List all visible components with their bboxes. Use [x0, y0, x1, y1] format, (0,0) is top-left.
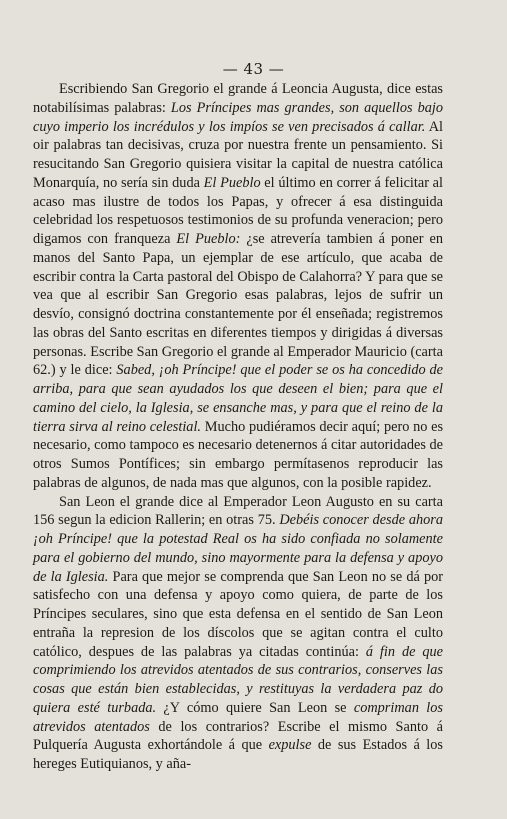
- italic-quote: Sabed, ¡oh Príncipe! que el poder se os ha concedido de arriba, para que sean ayudados los que deseen el bien; para que el camino del cielo, la Iglesia, se ensanche mas, y para que el reino de la tierra sirva al reino celestial.: [33, 362, 443, 435]
- text-segment: ¿se atrevería tambien á poner en manos del Santo Papa, un ejemplar de ese artículo, que acaba de escribir contra la Carta pastoral del Obispo de Calahorra? Y para que se vea que al escribir San Gregorio esas palabras, lejos de sufrir un desvío, consignó doctrina constantemente por él enseñada; registremos las obras del Santo escritas en diferentes tiempos y dirigidas á diversas personas. Escribe San Gregorio el grande al Emperador Mauricio (carta 62.) y le dice:: [33, 231, 443, 379]
- paragraph-2: [33, 493, 443, 774]
- text-segment: de sus Estados á los hereges Eutiquianos, y aña-: [33, 737, 443, 772]
- text-segment: de los contrarios? Escribe el mismo Santo á Pulquería Augusta exhortándole á que: [33, 718, 443, 754]
- text-segment: Escribiendo San Gregorio el grande á Leoncia Augusta, dice estas notabilísimas palabras:: [33, 81, 443, 116]
- italic-quote: Debéis conocer desde ahora ¡oh Príncipe! que la potestad Real os ha sido confiada no solamente para el gobierno del mundo, sino mayormente para la defensa y apoyo de la Iglesia.: [33, 512, 443, 585]
- text-segment: Para que mejor se comprenda que San Leon no se dá por satisfecho con una defensa y apoyo como quiera, de parte de los Príncipes seculares, sino que esta defensa en el sentido de San Leon entraña la represion de los díscolos que se agitan contra el culto católico, despues de las palabras ya citadas continúa:: [33, 568, 443, 660]
- body-text: [33, 80, 443, 774]
- text-segment: Mucho pudiéramos decir aquí; pero no es necesario, como tampoco es necesario detenernos á citar autoridades de otros Sumos Pontífices; sin embargo permítasenos reproducir las palabras de algunos, de nada mas que algunos, con la posible rapidez.: [33, 418, 444, 491]
- text-segment: San Leon el grande dice al Emperador Leon Augusto en su carta 156 segun la edicion Rallerin; en otras 75.: [33, 493, 443, 529]
- italic-phrase: compriman los atrevidos atentados: [33, 699, 443, 735]
- page-number: — 43 —: [222, 60, 285, 78]
- italic-word: expulse: [268, 737, 312, 754]
- text-segment: el último en correr á felicitar al acaso mas ilustre de todos los Papas, y ofrecer á esa distinguida celebridad los respetuosos testimonios de su profunda veneracion; pero digamos con franqueza: [33, 174, 444, 247]
- italic-title: El Pueblo:: [176, 231, 241, 247]
- italic-quote: Los Príncipes mas grandes, son aquellos bajo cuyo imperio los incrédulos y los impíos se ven precisados á callar.: [33, 99, 443, 135]
- text-segment: ¿Y cómo quiere San Leon se: [156, 699, 354, 716]
- paragraph-1: [33, 80, 443, 493]
- text-segment: Al oir palabras tan decisivas, cruza por nuestra frente un pensamiento. Si resucitando San Gregorio quisiera visitar la capital de nuestra católica Monarquía, no sería sin duda: [33, 118, 444, 191]
- italic-title: El Pueblo: [203, 174, 261, 191]
- italic-quote: á fin de que comprimiendo los atrevidos atentados de sus contrarios, conserves las cosas que están bien establecidas, y restituyas la verdadera paz do quiera esté turbada.: [33, 643, 443, 716]
